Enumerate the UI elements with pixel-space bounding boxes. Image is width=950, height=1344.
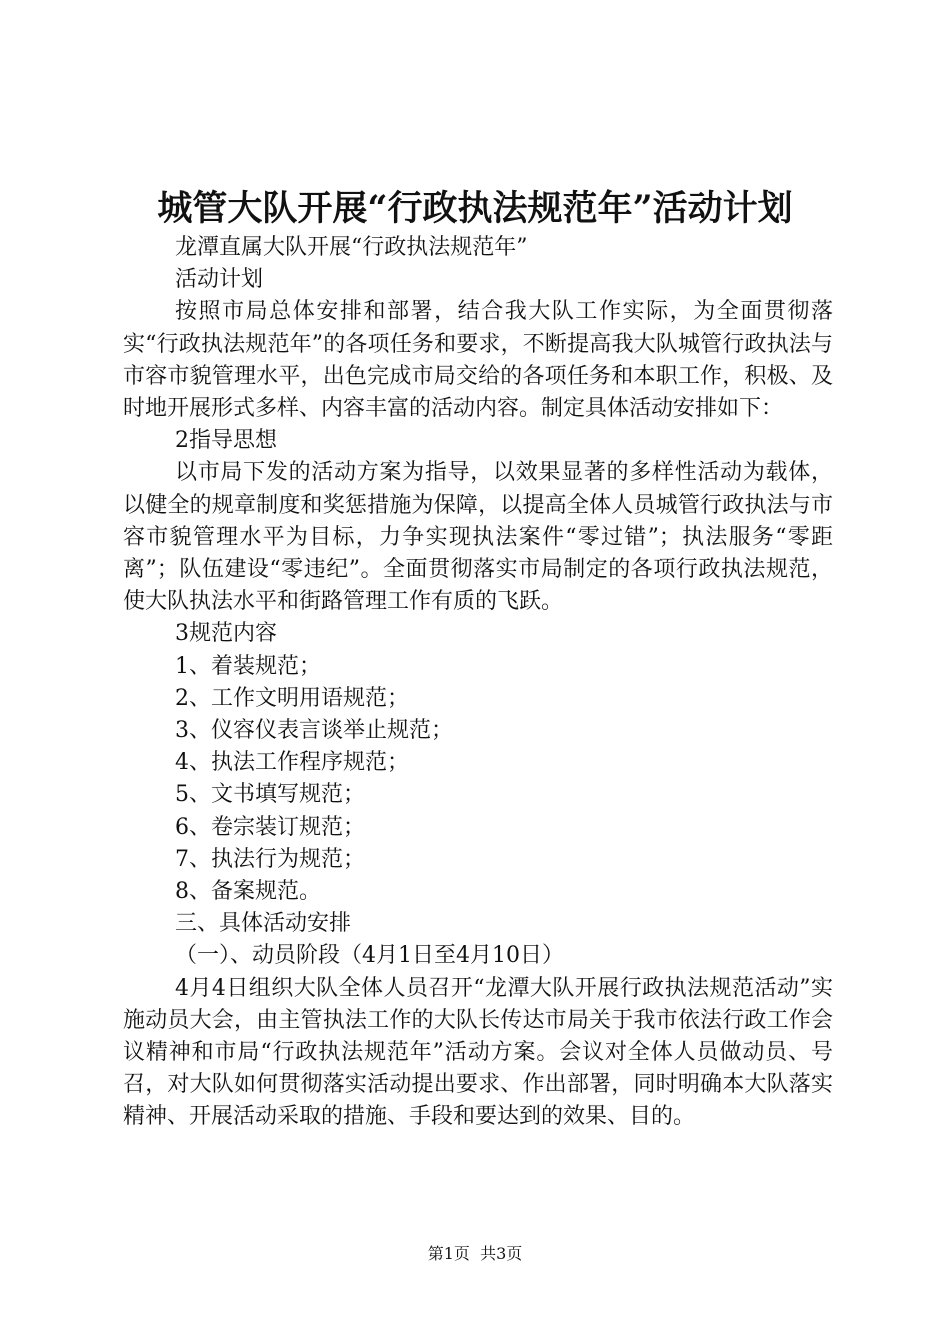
intro-paragraph: 按照市局总体安排和部署，结合我大队工作实际，为全面贯彻落实“行政执法规范年”的各项任务和要求，不断提高我大队城管行政执法与市容市貌管理水平，出色完成市局交给的各项任务和本职工作，积极、及时地开展形式多样、内容丰富的活动内容。制定具体活动安排如下：: [123, 299, 833, 422]
subtitle-line-2: 活动计划: [175, 267, 264, 293]
norm-item: 3、仪容仪表言谈举止规范；: [175, 718, 453, 744]
section-three-heading: 三、具体活动安排: [175, 911, 352, 937]
section-2-heading: 2指导思想: [175, 428, 277, 454]
norm-item: 1、着装规范；: [175, 653, 321, 679]
document-body: [123, 232, 833, 1134]
norm-item: 4、执法工作程序规范；: [175, 750, 409, 776]
norm-item: 2、工作文明用语规范；: [175, 685, 409, 711]
stage-1-paragraph: 4月4日组织大队全体人员召开“龙潭大队开展行政执法规范活动”实施动员大会，由主管执法工作的大队长传达市局关于我市依法行政工作会议精神和市局“行政执法规范年”活动方案。会议对全体人员做动员、号召，对大队如何贯彻落实活动提出要求、作出部署，同时明确本大队落实精神、开展活动采取的措施、手段和要达到的效果、目的。: [123, 975, 833, 1130]
section-2-paragraph: 以市局下发的活动方案为指导，以效果显著的多样性活动为载体，以健全的规章制度和奖惩措施为保障，以提高全体人员城管行政执法与市容市貌管理水平为目标，力争实现执法案件“零过错”；执法服务“零距离”；队伍建设“零违纪”。全面贯彻落实市局制定的各项行政执法规范，使大队执法水平和街路管理工作有质的飞跃。: [123, 460, 833, 615]
norm-item: 8、备案规范。: [175, 879, 321, 905]
norm-item: 5、文书填写规范；: [175, 782, 365, 808]
subtitle-line-1: 龙潭直属大队开展“行政执法规范年”: [175, 235, 528, 260]
document-title: 城管大队开展“行政执法规范年”活动计划: [157, 188, 793, 229]
section-3-heading: 3规范内容: [175, 621, 277, 647]
page-number-footer: 第1页 共3页: [427, 1244, 523, 1263]
norm-item: 7、执法行为规范；: [175, 846, 365, 872]
stage-1-heading: （一）、动员阶段（4月1日至4月10日）: [175, 943, 564, 969]
norm-item: 6、卷宗装订规范；: [175, 814, 365, 840]
